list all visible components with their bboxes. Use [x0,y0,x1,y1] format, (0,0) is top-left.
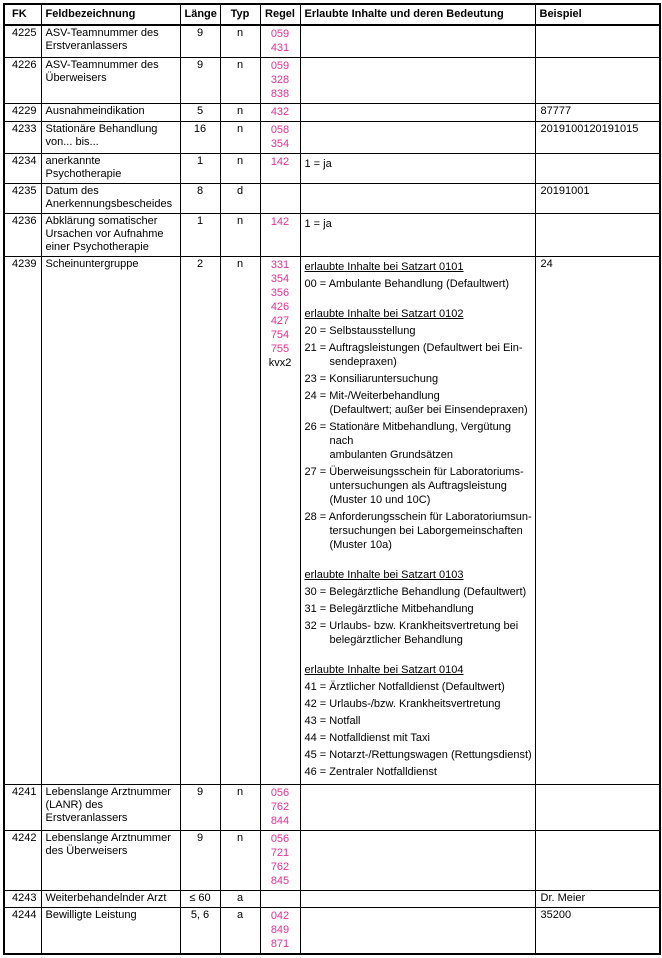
example-cell [535,25,660,58]
allowed-value-item [305,465,534,507]
field-name-cell: ASV-Teamnummer des Erstveranlassers [41,25,180,58]
fk-cell: 4241 [4,785,41,831]
type-cell: n [220,25,260,58]
equals-separator: = [316,732,330,744]
length-cell: 9 [180,831,220,891]
value-code: 45 [304,749,317,761]
value-meaning: Zentraler Notfalldienst [329,766,437,778]
rule-number: 356 [270,287,290,299]
allowed-value-item [305,324,534,338]
allowed-value-item [305,585,534,599]
value-code: 41 [304,681,317,693]
field-name-cell: Scheinuntergruppe [41,257,180,785]
allowed-value-line [305,697,534,711]
fk-cell: 4244 [4,908,41,955]
allowed-value-item [305,765,534,779]
satzart-section-header: erlaubte Inhalte bei Satzart 0102 [304,308,464,320]
equals-separator: = [316,278,329,290]
fk-cell: 4226 [4,58,41,104]
allowed-value-item [305,602,534,616]
rule-number: 059 [270,60,290,72]
value-meaning: Notfall [329,715,361,727]
allowed-value-line [305,585,534,599]
value-code: 43 [304,715,317,727]
rule-number: 058 [270,124,290,136]
rule-number: kvx2 [268,357,292,369]
type-cell: n [220,58,260,104]
allowed-value-line: ambulanten Grundsätzen [329,449,454,461]
allowed-value-item [305,420,534,462]
value-meaning: Belegärztliche Behandlung (Defaultwert) [329,586,527,598]
content-spacer [305,650,534,663]
allowed-value-line [305,277,534,291]
rule-number: 142 [270,216,290,228]
field-name-cell: ASV-Teamnummer des Überweisers [41,58,180,104]
value-code: 26 [304,421,317,433]
allowed-content-cell [300,122,535,154]
type-cell: a [220,891,260,908]
field-name-cell: Stationäre Behandlung von... bis... [41,122,180,154]
table-row [4,831,660,891]
value-code: 31 [304,603,317,615]
value-code: 27 [304,466,317,478]
rule-cell [260,25,300,58]
allowed-value-line [305,619,534,633]
field-name-cell: Ausnahmeindikation [41,104,180,122]
fk-cell: 4235 [4,184,41,214]
col-header-laenge: Länge [180,4,220,25]
value-code: 21 [304,342,317,354]
fk-cell: 4243 [4,891,41,908]
table-row [4,58,660,104]
col-header-erlaubte-inhalte: Erlaubte Inhalte und deren Bedeutung [300,4,535,25]
rule-number: 328 [270,74,290,86]
value-code: 1 [304,218,311,230]
table-row [4,154,660,184]
fk-cell: 4234 [4,154,41,184]
length-cell: 5 [180,104,220,122]
rule-number: 762 [270,801,290,813]
header-row [4,4,660,25]
allowed-content-cell [300,785,535,831]
value-meaning: Ärztlicher Notfalldienst (Defaultwert) [329,681,505,693]
field-spec-table [3,3,661,955]
example-cell: 24 [535,257,660,785]
length-cell: 9 [180,25,220,58]
equals-separator: = [316,511,329,523]
allowed-value-line: (Muster 10 und 10C) [329,494,431,506]
type-cell: n [220,785,260,831]
field-name-cell: Bewilligte Leistung [41,908,180,955]
allowed-value-line: (Muster 10a) [329,539,392,551]
example-cell [535,214,660,257]
allowed-value-line [305,510,534,524]
example-cell: 20191001 [535,184,660,214]
rule-number: 721 [270,847,290,859]
field-name-cell: Abklärung somatischer Ursachen vor Aufnahme einer Psychotherapie [41,214,180,257]
allowed-value-line [305,324,534,338]
allowed-value-item [305,277,534,291]
rule-number: 844 [270,815,290,827]
equals-separator: = [316,681,330,693]
field-name-cell: anerkannte Psychotherapie [41,154,180,184]
allowed-value-item [305,731,534,745]
rule-number: 059 [270,28,290,40]
allowed-value-line: sendepraxen) [329,356,397,368]
allowed-value-line [305,765,534,779]
rule-number: 056 [270,833,290,845]
rule-number: 354 [270,138,290,150]
rule-cell [260,785,300,831]
allowed-content-cell [300,154,535,184]
table-row [4,184,660,214]
example-cell: 35200 [535,908,660,955]
rule-cell [260,214,300,257]
col-header-fk: FK [4,4,41,25]
allowed-value-line [305,731,534,745]
type-cell: a [220,908,260,955]
allowed-value-line [305,602,534,616]
allowed-value-item [305,217,534,231]
rule-number: 871 [270,938,290,950]
allowed-content-cell [300,908,535,955]
table-row [4,122,660,154]
value-meaning: Anforderungsschein für Laboratoriumsun- [328,511,532,523]
allowed-value-line [305,714,534,728]
allowed-value-item [305,714,534,728]
rule-cell [260,154,300,184]
rule-number: 762 [270,861,290,873]
type-cell: n [220,831,260,891]
example-cell [535,154,660,184]
allowed-value-item [305,157,534,171]
allowed-value-item [305,748,534,762]
rule-cell [260,58,300,104]
satzart-section-header: erlaubte Inhalte bei Satzart 0101 [304,261,464,273]
allowed-value-line: belegärztlicher Behandlung [329,634,463,646]
example-cell: Dr. Meier [535,891,660,908]
allowed-content-cell [300,104,535,122]
type-cell: n [220,104,260,122]
col-header-feldbezeichnung: Feldbezeichnung [41,4,180,25]
equals-separator: = [316,466,330,478]
rule-number: 426 [270,301,290,313]
rule-number: 042 [270,910,290,922]
table-row [4,908,660,955]
value-meaning: Ambulante Behandlung (Defaultwert) [328,278,510,290]
fk-cell: 4229 [4,104,41,122]
type-cell: n [220,154,260,184]
rule-number: 142 [270,156,290,168]
table-body [4,25,660,954]
allowed-content-cell [300,25,535,58]
col-header-beispiel: Beispiel [535,4,660,25]
allowed-value-item [305,389,534,417]
example-cell [535,785,660,831]
value-meaning: ja [323,158,332,170]
allowed-value-line [305,748,534,762]
rule-number: 427 [270,315,290,327]
type-cell: n [220,257,260,785]
allowed-value-line [305,372,534,386]
value-meaning: Notfalldienst mit Taxi [329,732,430,744]
value-meaning: ja [323,218,332,230]
value-code: 23 [304,373,317,385]
allowed-value-line: nach [329,435,354,447]
equals-separator: = [316,373,330,385]
allowed-content-cell [300,257,535,785]
allowed-value-line [305,157,534,171]
type-cell: d [220,184,260,214]
length-cell: 9 [180,58,220,104]
type-cell: n [220,122,260,154]
equals-separator: = [316,766,330,778]
value-code: 20 [304,325,317,337]
length-cell: 1 [180,214,220,257]
rule-cell [260,908,300,955]
equals-separator: = [310,158,324,170]
value-meaning: Notarzt-/Rettungswagen (Rettungsdienst) [329,749,532,761]
length-cell: 9 [180,785,220,831]
value-meaning: Urlaubs- bzw. Krankheitsvertretung bei [329,620,519,632]
value-meaning: Stationäre Mitbehandlung, Vergütung [329,421,511,433]
table-row [4,104,660,122]
field-name-cell: Weiterbehandelnder Arzt [41,891,180,908]
equals-separator: = [316,342,329,354]
example-cell [535,58,660,104]
rule-number: 754 [270,329,290,341]
equals-separator: = [316,586,330,598]
rule-number: 354 [270,273,290,285]
rule-number: 056 [270,787,290,799]
value-code: 44 [304,732,317,744]
fk-cell: 4236 [4,214,41,257]
equals-separator: = [316,620,330,632]
rule-cell [260,104,300,122]
content-spacer [305,555,534,568]
value-meaning: Mit-/Weiterbehandlung [329,390,440,402]
rule-cell [260,831,300,891]
rule-number: 755 [270,343,290,355]
col-header-regel: Regel [260,4,300,25]
allowed-content-cell [300,831,535,891]
fk-cell: 4225 [4,25,41,58]
fk-cell: 4233 [4,122,41,154]
value-code: 00 [304,278,317,290]
rule-number: 838 [270,88,290,100]
value-meaning: Konsiliaruntersuchung [329,373,439,385]
allowed-value-line [305,420,534,434]
table-row [4,257,660,785]
value-meaning: Urlaubs-/bzw. Krankheitsvertretung [329,698,501,710]
rule-cell [260,891,300,908]
allowed-value-item [305,372,534,386]
example-cell: 2019100120191015 [535,122,660,154]
value-meaning: Belegärztliche Mitbehandlung [329,603,474,615]
allowed-value-item [305,510,534,552]
table-header [4,4,660,25]
allowed-value-item [305,341,534,369]
allowed-value-line: tersuchungen bei Laborgemeinschaften [329,525,523,537]
value-meaning: Selbstausstellung [329,325,416,337]
allowed-content-cell [300,184,535,214]
type-cell: n [220,214,260,257]
allowed-value-item [305,697,534,711]
length-cell: 1 [180,154,220,184]
allowed-value-item [305,680,534,694]
rule-cell [260,257,300,785]
length-cell: 5, 6 [180,908,220,955]
allowed-value-line [305,341,534,355]
allowed-value-item [305,619,534,647]
value-code: 32 [304,620,317,632]
length-cell: ≤ 60 [180,891,220,908]
value-meaning: Auftragsleistungen (Defaultwert bei Ein- [328,342,523,354]
equals-separator: = [316,715,330,727]
equals-separator: = [310,218,324,230]
length-cell: 16 [180,122,220,154]
fk-cell: 4242 [4,831,41,891]
table-row [4,25,660,58]
col-header-typ: Typ [220,4,260,25]
value-code: 24 [304,390,317,402]
value-code: 1 [304,158,311,170]
rule-number: 845 [270,875,290,887]
equals-separator: = [316,749,330,761]
value-code: 46 [304,766,317,778]
value-code: 30 [304,586,317,598]
allowed-content-cell [300,58,535,104]
allowed-value-line [305,217,534,231]
table-row [4,214,660,257]
equals-separator: = [316,603,330,615]
equals-separator: = [316,390,330,402]
rule-cell [260,184,300,214]
table-row [4,785,660,831]
allowed-content-cell [300,891,535,908]
rule-number: 432 [270,106,290,118]
allowed-content-cell [300,214,535,257]
value-code: 42 [304,698,317,710]
allowed-value-line [305,389,534,403]
table-row [4,891,660,908]
allowed-value-line [305,465,534,479]
equals-separator: = [316,421,330,433]
rule-number: 431 [270,42,290,54]
field-name-cell: Datum des Anerkennungsbescheides [41,184,180,214]
value-meaning: Überweisungsschein für Laboratoriums- [329,466,524,478]
example-cell [535,831,660,891]
allowed-value-line: (Defaultwert; außer bei Einsendepraxen) [329,404,528,416]
allowed-value-line [305,680,534,694]
rule-number: 331 [270,259,290,271]
equals-separator: = [316,325,330,337]
allowed-value-line: untersuchungen als Auftragsleistung [329,480,507,492]
rule-number: 849 [270,924,290,936]
example-cell: 87777 [535,104,660,122]
satzart-section-header: erlaubte Inhalte bei Satzart 0104 [304,664,464,676]
fk-cell: 4239 [4,257,41,785]
length-cell: 8 [180,184,220,214]
rule-cell [260,122,300,154]
content-spacer [305,294,534,307]
length-cell: 2 [180,257,220,785]
satzart-section-header: erlaubte Inhalte bei Satzart 0103 [304,569,464,581]
equals-separator: = [316,698,330,710]
value-code: 28 [304,511,317,523]
field-name-cell: Lebenslange Arztnummer (LANR) des Erstveranlassers [41,785,180,831]
field-name-cell: Lebenslange Arztnummer des Überweisers [41,831,180,891]
